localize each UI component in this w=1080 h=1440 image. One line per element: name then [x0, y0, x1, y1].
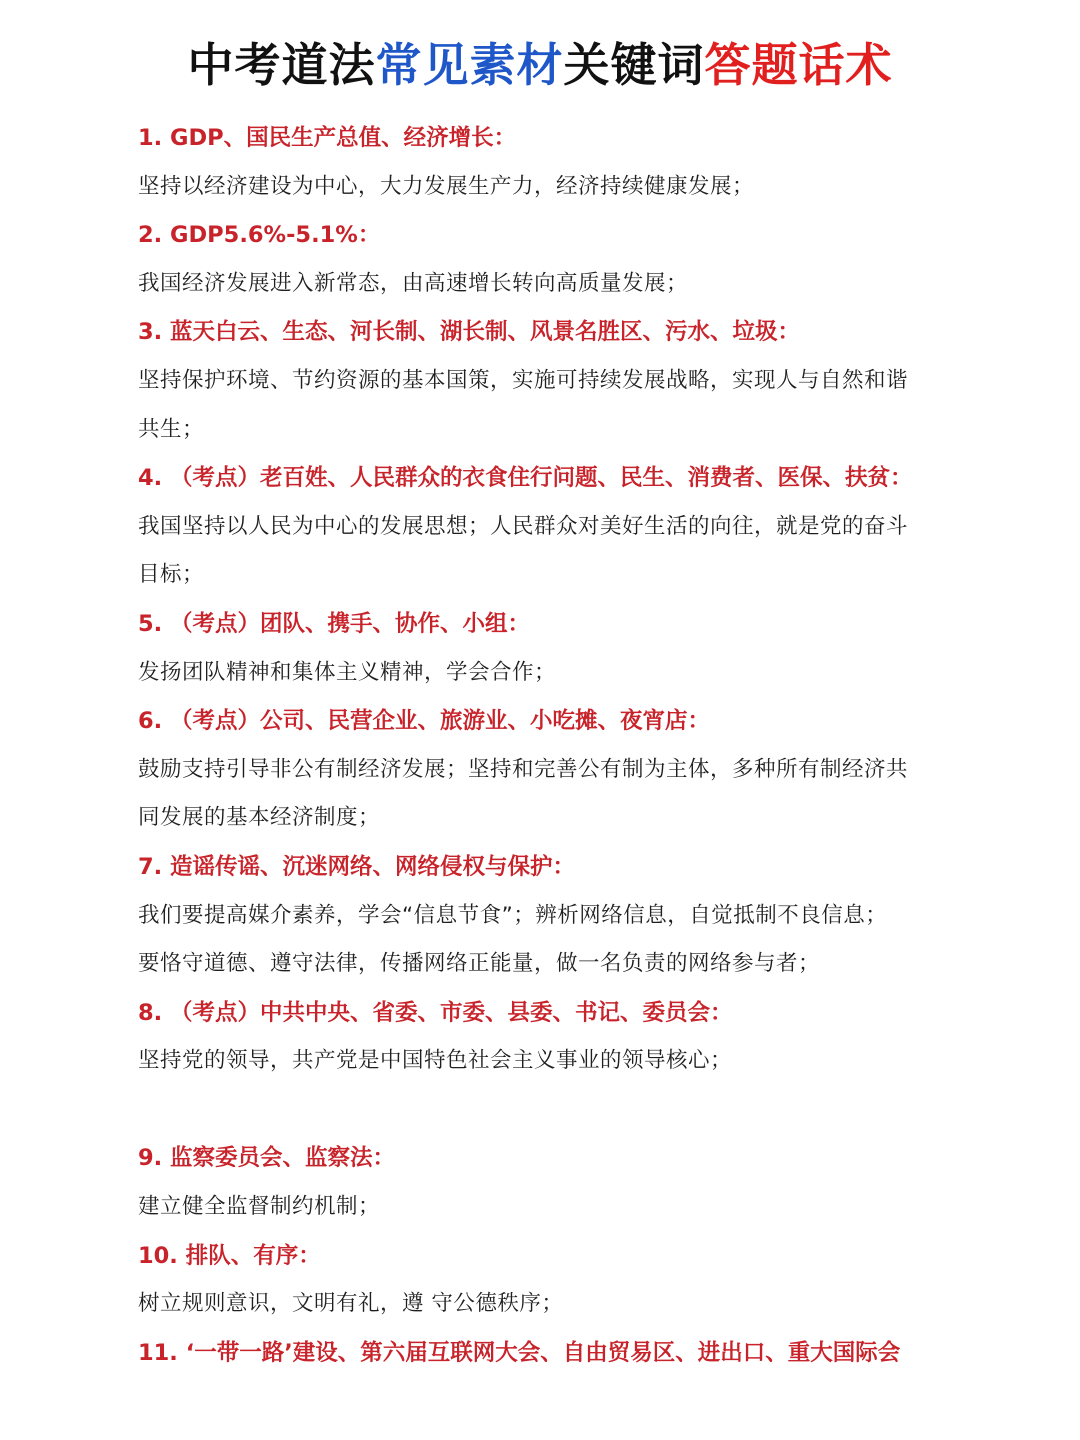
- item-heading: 8. （考点）中共中央、省委、市委、县委、书记、委员会：: [138, 999, 733, 1026]
- item-answer-line: 共生；: [138, 416, 205, 442]
- title-part-black: 中考道法: [187, 38, 376, 92]
- item-answer-line: 坚持以经济建设为中心，大力发展生产力，经济持续健康发展；: [138, 173, 755, 199]
- item-heading: 11. ‘一带一路’建设、第六届互联网大会、自由贸易区、进出口、重大国际会: [138, 1339, 901, 1366]
- item-heading: 6. （考点）公司、民营企业、旅游业、小吃摊、夜宵店：: [138, 708, 711, 735]
- item-heading: 2. GDP5.6%-5.1%：: [138, 222, 381, 249]
- item-answer-line: 目标；: [138, 562, 205, 588]
- item-answer-line: 我国坚持以人民为中心的发展思想；人民群众对美好生活的向往，就是党的奋斗: [138, 513, 909, 539]
- item-answer-line: 我国经济发展进入新常态，由高速增长转向高质量发展；: [138, 270, 689, 296]
- item-answer-line: 我们要提高媒介素养，学会“信息节食”；辨析网络信息，自觉抵制不良信息；: [138, 902, 888, 928]
- item-heading: 9. 监察委员会、监察法：: [138, 1145, 396, 1172]
- page-title: [0, 34, 1080, 96]
- item-answer-line: 坚持党的领导，共产党是中国特色社会主义事业的领导核心；: [138, 1048, 733, 1074]
- item-heading: 10. 排队、有序：: [138, 1242, 321, 1269]
- title-part-black-2: 关键词: [563, 38, 705, 92]
- item-answer-line: 鼓励支持引导非公有制经济发展；坚持和完善公有制为主体，多种所有制经济共: [138, 756, 909, 782]
- item-answer-line: 同发展的基本经济制度；: [138, 805, 381, 831]
- item-heading: 1. GDP、国民生产总值、经济增长：: [138, 125, 517, 151]
- item-answer-line: 树立规则意识，文明有礼，遵 守公德秩序；: [138, 1291, 564, 1317]
- item-answer-line: 建立健全监督制约机制；: [138, 1194, 381, 1220]
- item-answer-line: 坚持保护环境、节约资源的基本国策，实施可持续发展战略，实现人与自然和谐: [138, 367, 909, 393]
- item-answer-line: 要恪守道德、遵守法律，传播网络正能量，做一名负责的网络参与者；: [138, 951, 821, 977]
- keyword-list: [138, 114, 958, 1377]
- item-heading: 5. （考点）团队、携手、协作、小组：: [138, 610, 531, 637]
- item-heading: 4. （考点）老百姓、人民群众的衣食住行问题、民生、消费者、医保、扶贫：: [138, 465, 913, 492]
- item-heading: 7. 造谣传谣、沉迷网络、网络侵权与保护：: [138, 853, 576, 880]
- title-part-blue: 常见素材: [375, 38, 564, 92]
- title-part-red: 答题话术: [704, 38, 893, 92]
- item-answer-line: 发扬团队精神和集体主义精神，学会合作；: [138, 659, 557, 685]
- section-gap: [138, 1086, 958, 1135]
- item-heading: 3. 蓝天白云、生态、河长制、湖长制、风景名胜区、污水、垃圾：: [138, 319, 801, 346]
